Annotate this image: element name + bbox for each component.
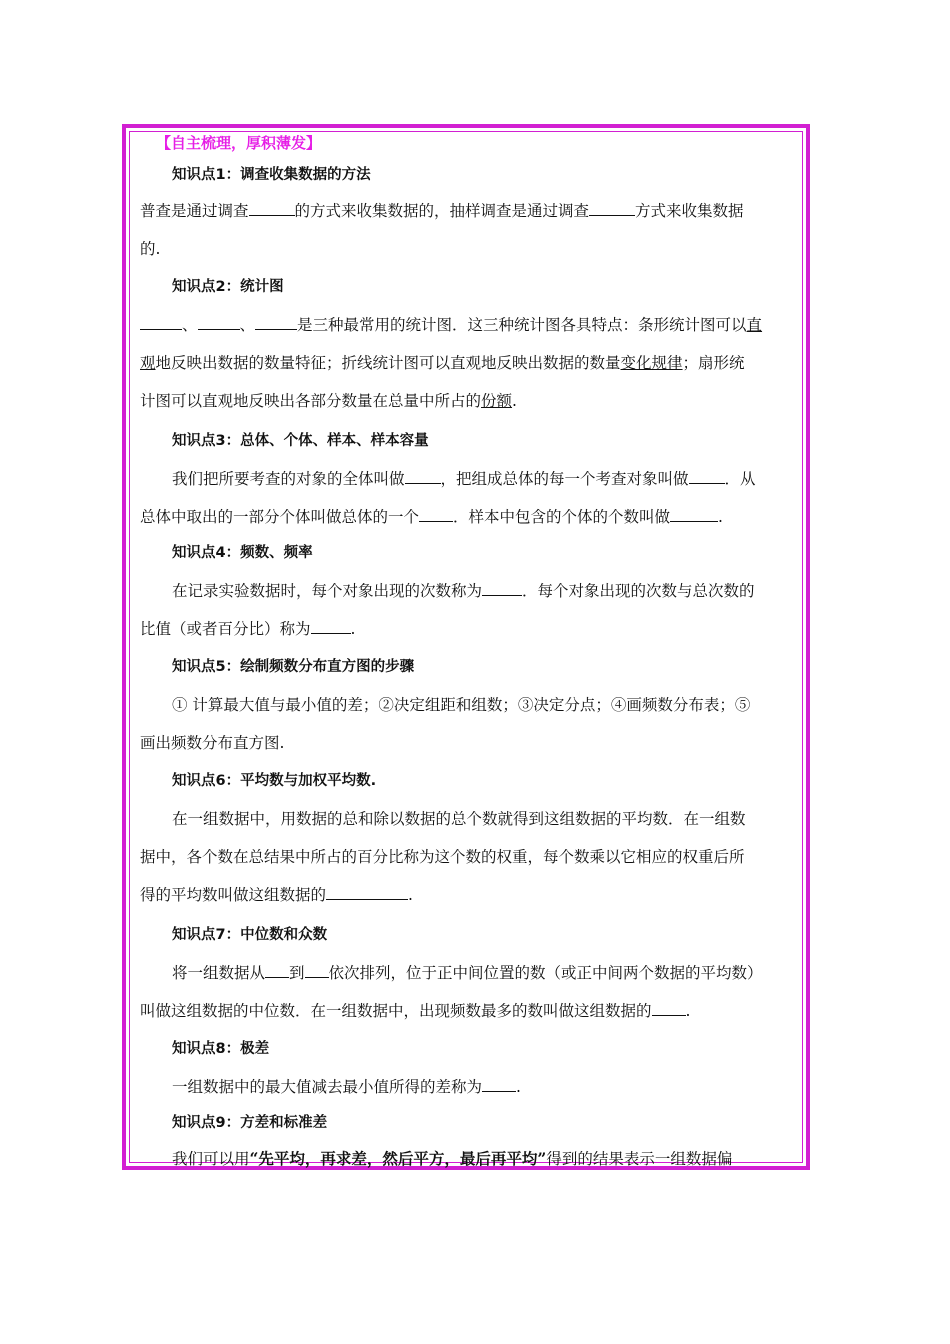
k1-text-c: 方式来收集数据 — [635, 202, 744, 220]
k2-line3 — [140, 390, 796, 412]
k9-title: 知识点9：方差和标准差 — [172, 1115, 328, 1131]
k3-text-l2b: ．样本中包含的个体的个数叫做 — [453, 508, 671, 526]
k6-line2: 据中，各个数在总结果中所占的百分比称为这个数的权重，每个数乘以它相应的权重后所 — [140, 848, 745, 866]
k7-text-c: 依次排列，位于正中间位置的数（或正中间两个数据的平均数） — [328, 964, 763, 982]
k3-text-c: ．从 — [724, 470, 756, 488]
blank[interactable] — [311, 619, 351, 634]
k2-underlined-zhi: 直 — [746, 316, 763, 334]
k2-text-c: 是三种最常用的统计图．这三种统计图各具特点：条形统计图可以 — [297, 316, 747, 334]
k5-line1: ① 计算最大值与最小值的差；②决定组距和组数；③决定分点；④画频数分布表；⑤ — [172, 696, 751, 714]
k8-line1 — [140, 1076, 796, 1098]
k2-text-l2b: 地反映出数据的数量特征；折线统计图可以直观地反映出数据的数量 — [155, 354, 621, 372]
k3-text-b: ，把组成总体的每一个考查对象叫做 — [440, 470, 689, 488]
k6-title: 知识点6：平均数与加权平均数. — [172, 773, 377, 789]
k2-underlined-bianhua: 变化规律 — [620, 354, 683, 372]
blank[interactable] — [265, 963, 289, 978]
k9-bold-quote: “先平均，再求差，然后平方，最后再平均” — [249, 1149, 547, 1168]
k2-title: 知识点2：统计图 — [172, 279, 284, 295]
blank[interactable] — [305, 963, 329, 978]
blank[interactable] — [255, 315, 297, 330]
k7-text-a: 将一组数据从 — [172, 964, 266, 982]
k5-line2: 画出频数分布直方图. — [140, 734, 285, 752]
knowledge-frame — [122, 124, 810, 1170]
blank[interactable] — [482, 581, 522, 596]
k2-underlined-guan: 观 — [140, 354, 156, 372]
k2-line2 — [140, 352, 796, 374]
k6-line1: 在一组数据中，用数据的总和除以数据的总个数就得到这组数据的平均数．在一组数 — [172, 810, 746, 828]
k7-title: 知识点7：中位数和众数 — [172, 927, 328, 943]
blank[interactable] — [589, 201, 635, 216]
k8-title: 知识点8：极差 — [172, 1041, 270, 1057]
k1-title: 知识点1：调查收集数据的方法 — [172, 167, 371, 183]
blank[interactable] — [249, 201, 295, 216]
k6-line3 — [140, 884, 796, 906]
blank[interactable] — [326, 885, 408, 900]
k4-text-b: ．每个对象出现的次数与总次数的 — [522, 582, 755, 600]
k9-line1 — [140, 1148, 796, 1170]
k4-text-l2a: 比值（或者百分比）称为 — [140, 620, 311, 638]
k2-text-l3a: 计图可以直观地反映出各部分数量在总量中所占的 — [140, 392, 482, 410]
blank[interactable] — [482, 1077, 516, 1092]
k2-sep-b: 、 — [239, 316, 256, 334]
k4-title: 知识点4：频数、频率 — [172, 545, 313, 561]
k3-text-l2a: 总体中取出的一部分个体叫做总体的一个 — [140, 508, 420, 526]
blank[interactable] — [405, 469, 441, 484]
blank[interactable] — [198, 315, 240, 330]
section-header: 【自主梳理，厚积薄发】 — [156, 134, 322, 152]
k1-line1 — [140, 200, 796, 222]
k3-text-l2c: . — [718, 508, 723, 526]
k3-line1 — [140, 468, 796, 490]
k4-line2 — [140, 618, 796, 640]
k2-sep-a: 、 — [182, 316, 198, 334]
k7-text-b: 到 — [289, 964, 305, 982]
k4-line1 — [140, 580, 796, 602]
k6-text-l3a: 得的平均数叫做这组数据的 — [140, 886, 327, 904]
k3-title: 知识点3：总体、个体、样本、样本容量 — [172, 433, 429, 449]
k1-text-b: 的方式来收集数据的，抽样调查是通过调查 — [294, 202, 590, 220]
k7-text-l2a: 叫做这组数据的中位数．在一组数据中，出现频数最多的数叫做这组数据的 — [140, 1002, 652, 1020]
k3-line2 — [140, 506, 796, 528]
blank[interactable] — [670, 507, 718, 522]
k4-text-l2b: . — [350, 620, 356, 638]
k2-text-l3c: . — [512, 392, 517, 410]
blank[interactable] — [689, 469, 725, 484]
k1-text-a: 普查是通过调查 — [140, 202, 249, 220]
k2-underlined-fene: 份额 — [481, 392, 513, 410]
k7-line2 — [140, 1000, 796, 1022]
k8-text-b: . — [516, 1078, 521, 1096]
k7-text-l2b: . — [685, 1002, 691, 1020]
blank[interactable] — [652, 1001, 686, 1016]
k2-line1 — [140, 314, 796, 336]
k2-text-l2d: ；扇形统 — [682, 354, 745, 372]
k3-text-a: 我们把所要考查的对象的全体叫做 — [172, 470, 405, 488]
k8-text-a: 一组数据中的最大值减去最小值所得的差称为 — [172, 1078, 483, 1096]
k4-text-a: 在记录实验数据时，每个对象出现的次数称为 — [172, 582, 483, 600]
k5-title: 知识点5：绘制频数分布直方图的步骤 — [172, 659, 415, 675]
k9-text-c: 得到的结果表示一组数据偏 — [546, 1150, 733, 1168]
k9-text-a: 我们可以用 — [172, 1150, 250, 1168]
blank[interactable] — [419, 507, 453, 522]
k1-line2: 的. — [140, 240, 161, 258]
k7-line1 — [140, 962, 796, 984]
blank[interactable] — [140, 315, 182, 330]
k6-text-l3b: . — [408, 886, 413, 904]
